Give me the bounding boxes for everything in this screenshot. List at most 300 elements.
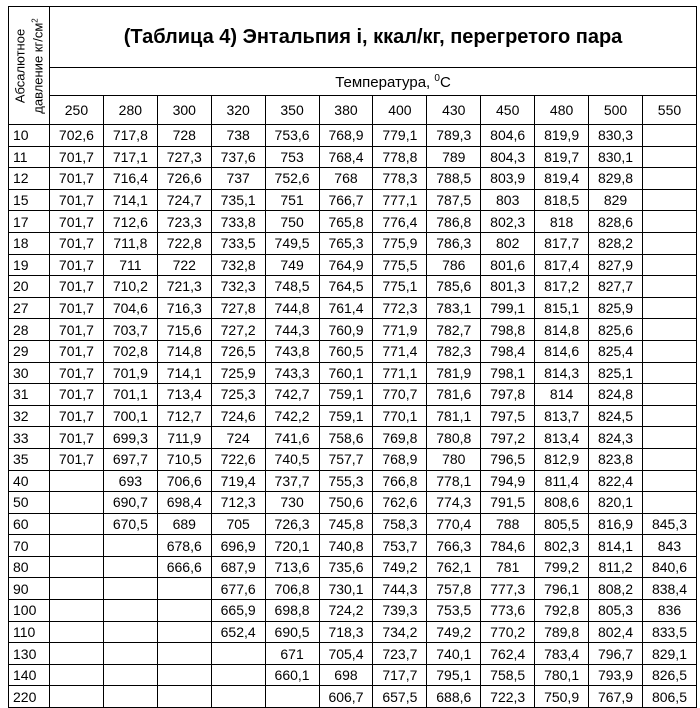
table-row bbox=[9, 211, 697, 233]
temperature-unit: С bbox=[439, 73, 451, 91]
enthalpy-cell: 820,1 bbox=[589, 492, 643, 514]
enthalpy-cell bbox=[642, 319, 696, 341]
enthalpy-cell: 703,7 bbox=[103, 319, 157, 341]
enthalpy-cell bbox=[50, 621, 104, 643]
enthalpy-cell: 824,8 bbox=[589, 384, 643, 406]
enthalpy-cell: 828,6 bbox=[589, 211, 643, 233]
enthalpy-cell: 701,7 bbox=[50, 254, 104, 276]
enthalpy-cell: 781,9 bbox=[427, 362, 481, 384]
enthalpy-cell: 730,1 bbox=[319, 578, 373, 600]
enthalpy-cell bbox=[642, 232, 696, 254]
enthalpy-cell: 775,9 bbox=[373, 232, 427, 254]
enthalpy-cell bbox=[642, 384, 696, 406]
enthalpy-cell bbox=[103, 664, 157, 686]
enthalpy-cell: 740,1 bbox=[427, 643, 481, 665]
enthalpy-cell: 727,3 bbox=[157, 146, 211, 168]
enthalpy-cell bbox=[50, 492, 104, 514]
enthalpy-cell: 702,8 bbox=[103, 340, 157, 362]
enthalpy-cell: 778,8 bbox=[373, 146, 427, 168]
enthalpy-cell: 725,3 bbox=[211, 384, 265, 406]
enthalpy-cell: 706,8 bbox=[265, 578, 319, 600]
enthalpy-cell: 833,5 bbox=[642, 621, 696, 643]
table-row bbox=[9, 384, 697, 406]
pressure-cell: 27 bbox=[9, 297, 50, 319]
enthalpy-cell bbox=[50, 470, 104, 492]
enthalpy-cell: 767,9 bbox=[589, 686, 643, 708]
enthalpy-cell: 825,1 bbox=[589, 362, 643, 384]
enthalpy-cell: 716,3 bbox=[157, 297, 211, 319]
enthalpy-cell: 817,7 bbox=[535, 232, 589, 254]
pressure-cell: 140 bbox=[9, 664, 50, 686]
enthalpy-cell: 773,6 bbox=[481, 600, 535, 622]
enthalpy-cell: 803,9 bbox=[481, 168, 535, 190]
enthalpy-cell: 717,7 bbox=[373, 664, 427, 686]
table-row bbox=[9, 600, 697, 622]
pressure-cell: 35 bbox=[9, 448, 50, 470]
enthalpy-cell: 770,4 bbox=[427, 513, 481, 535]
pressure-cell: 100 bbox=[9, 600, 50, 622]
enthalpy-cell: 777,1 bbox=[373, 189, 427, 211]
enthalpy-cell: 744,3 bbox=[373, 578, 427, 600]
enthalpy-cell: 733,8 bbox=[211, 211, 265, 233]
enthalpy-cell: 712,6 bbox=[103, 211, 157, 233]
pressure-cell: 110 bbox=[9, 621, 50, 643]
enthalpy-cell: 722,6 bbox=[211, 448, 265, 470]
enthalpy-cell: 811,2 bbox=[589, 556, 643, 578]
enthalpy-cell: 735,1 bbox=[211, 189, 265, 211]
enthalpy-cell: 726,6 bbox=[157, 168, 211, 190]
enthalpy-cell bbox=[50, 643, 104, 665]
enthalpy-cell: 690,7 bbox=[103, 492, 157, 514]
enthalpy-cell: 737,6 bbox=[211, 146, 265, 168]
temperature-column-header: 300 bbox=[157, 96, 211, 125]
enthalpy-cell: 828,2 bbox=[589, 232, 643, 254]
enthalpy-cell: 769,8 bbox=[373, 427, 427, 449]
table-row bbox=[9, 664, 697, 686]
enthalpy-cell: 765,8 bbox=[319, 211, 373, 233]
table-row bbox=[9, 189, 697, 211]
enthalpy-cell: 781,6 bbox=[427, 384, 481, 406]
enthalpy-cell: 771,1 bbox=[373, 362, 427, 384]
enthalpy-cell: 826,5 bbox=[642, 664, 696, 686]
enthalpy-cell: 704,6 bbox=[103, 297, 157, 319]
enthalpy-cell: 827,9 bbox=[589, 254, 643, 276]
enthalpy-cell: 712,7 bbox=[157, 405, 211, 427]
enthalpy-cell bbox=[642, 362, 696, 384]
enthalpy-cell: 726,3 bbox=[265, 513, 319, 535]
enthalpy-cell bbox=[157, 621, 211, 643]
enthalpy-cell: 727,8 bbox=[211, 297, 265, 319]
enthalpy-cell: 836 bbox=[642, 600, 696, 622]
enthalpy-cell: 781,1 bbox=[427, 405, 481, 427]
enthalpy-cell: 750,6 bbox=[319, 492, 373, 514]
enthalpy-cell bbox=[642, 340, 696, 362]
enthalpy-cell: 792,8 bbox=[535, 600, 589, 622]
table-row bbox=[9, 448, 697, 470]
pressure-cell: 20 bbox=[9, 276, 50, 298]
enthalpy-cell: 798,8 bbox=[481, 319, 535, 341]
enthalpy-cell: 814,8 bbox=[535, 319, 589, 341]
enthalpy-cell bbox=[103, 621, 157, 643]
enthalpy-cell: 808,2 bbox=[589, 578, 643, 600]
enthalpy-cell: 825,9 bbox=[589, 297, 643, 319]
enthalpy-cell: 768,9 bbox=[373, 448, 427, 470]
enthalpy-cell: 701,7 bbox=[50, 189, 104, 211]
enthalpy-cell: 722,8 bbox=[157, 232, 211, 254]
enthalpy-cell: 701,7 bbox=[50, 168, 104, 190]
enthalpy-cell bbox=[103, 600, 157, 622]
enthalpy-cell: 779,1 bbox=[373, 125, 427, 147]
enthalpy-cell: 796,5 bbox=[481, 448, 535, 470]
enthalpy-cell: 789,8 bbox=[535, 621, 589, 643]
enthalpy-cell: 723,3 bbox=[157, 211, 211, 233]
enthalpy-cell bbox=[157, 664, 211, 686]
enthalpy-cell bbox=[103, 686, 157, 708]
enthalpy-cell: 803 bbox=[481, 189, 535, 211]
enthalpy-cell: 701,7 bbox=[50, 319, 104, 341]
enthalpy-cell: 829,1 bbox=[642, 643, 696, 665]
enthalpy-cell: 794,9 bbox=[481, 470, 535, 492]
enthalpy-cell: 749,5 bbox=[265, 232, 319, 254]
enthalpy-cell: 760,9 bbox=[319, 319, 373, 341]
enthalpy-cell: 758,6 bbox=[319, 427, 373, 449]
enthalpy-cell: 788 bbox=[481, 513, 535, 535]
temperature-column-header: 400 bbox=[373, 96, 427, 125]
table-row bbox=[9, 146, 697, 168]
pressure-cell: 18 bbox=[9, 232, 50, 254]
pressure-cell: 130 bbox=[9, 643, 50, 665]
temperature-column-header: 550 bbox=[642, 96, 696, 125]
enthalpy-cell: 738 bbox=[211, 125, 265, 147]
pressure-cell: 28 bbox=[9, 319, 50, 341]
enthalpy-cell: 734,2 bbox=[373, 621, 427, 643]
enthalpy-cell: 764,9 bbox=[319, 254, 373, 276]
enthalpy-cell: 725,9 bbox=[211, 362, 265, 384]
enthalpy-cell bbox=[642, 297, 696, 319]
enthalpy-cell bbox=[642, 405, 696, 427]
enthalpy-cell: 774,3 bbox=[427, 492, 481, 514]
enthalpy-cell: 701,7 bbox=[50, 297, 104, 319]
enthalpy-cell: 817,2 bbox=[535, 276, 589, 298]
enthalpy-cell: 750,9 bbox=[535, 686, 589, 708]
enthalpy-cell: 818 bbox=[535, 211, 589, 233]
enthalpy-cell: 780,1 bbox=[535, 664, 589, 686]
pressure-cell: 15 bbox=[9, 189, 50, 211]
enthalpy-cell: 701,1 bbox=[103, 384, 157, 406]
enthalpy-cell: 778,1 bbox=[427, 470, 481, 492]
enthalpy-cell: 766,7 bbox=[319, 189, 373, 211]
enthalpy-cell: 705,4 bbox=[319, 643, 373, 665]
enthalpy-cell: 723,7 bbox=[373, 643, 427, 665]
table-row bbox=[9, 362, 697, 384]
table-row bbox=[9, 405, 697, 427]
table-row bbox=[9, 621, 697, 643]
enthalpy-cell: 802,3 bbox=[535, 535, 589, 557]
enthalpy-cell: 770,7 bbox=[373, 384, 427, 406]
table-row bbox=[9, 427, 697, 449]
enthalpy-cell: 840,6 bbox=[642, 556, 696, 578]
enthalpy-cell: 745,8 bbox=[319, 513, 373, 535]
enthalpy-cell: 814,3 bbox=[535, 362, 589, 384]
enthalpy-cell: 660,1 bbox=[265, 664, 319, 686]
enthalpy-cell: 802 bbox=[481, 232, 535, 254]
enthalpy-cell: 688,6 bbox=[427, 686, 481, 708]
enthalpy-cell: 606,7 bbox=[319, 686, 373, 708]
enthalpy-cell: 727,2 bbox=[211, 319, 265, 341]
enthalpy-cell: 786,3 bbox=[427, 232, 481, 254]
enthalpy-cell: 830,1 bbox=[589, 146, 643, 168]
enthalpy-cell bbox=[50, 578, 104, 600]
enthalpy-cell: 845,3 bbox=[642, 513, 696, 535]
enthalpy-cell: 739,3 bbox=[373, 600, 427, 622]
enthalpy-cell: 778,3 bbox=[373, 168, 427, 190]
enthalpy-cell: 817,4 bbox=[535, 254, 589, 276]
enthalpy-cell: 788,5 bbox=[427, 168, 481, 190]
enthalpy-cell: 743,3 bbox=[265, 362, 319, 384]
enthalpy-cell: 814,1 bbox=[589, 535, 643, 557]
enthalpy-cell: 710,2 bbox=[103, 276, 157, 298]
table-row bbox=[9, 578, 697, 600]
enthalpy-cell: 701,7 bbox=[50, 384, 104, 406]
enthalpy-cell: 824,3 bbox=[589, 427, 643, 449]
enthalpy-cell: 768 bbox=[319, 168, 373, 190]
enthalpy-cell: 751 bbox=[265, 189, 319, 211]
enthalpy-cell: 823,8 bbox=[589, 448, 643, 470]
enthalpy-cell: 755,3 bbox=[319, 470, 373, 492]
enthalpy-cell: 818,5 bbox=[535, 189, 589, 211]
enthalpy-cell: 697,7 bbox=[103, 448, 157, 470]
enthalpy-cell bbox=[50, 535, 104, 557]
enthalpy-cell: 798,4 bbox=[481, 340, 535, 362]
enthalpy-cell bbox=[642, 254, 696, 276]
enthalpy-table bbox=[8, 6, 697, 708]
pressure-label-line2: давление кг/см bbox=[30, 22, 46, 114]
enthalpy-cell: 759,1 bbox=[319, 384, 373, 406]
temperature-column-header: 380 bbox=[319, 96, 373, 125]
enthalpy-cell: 825,6 bbox=[589, 319, 643, 341]
enthalpy-cell: 780 bbox=[427, 448, 481, 470]
enthalpy-cell: 714,1 bbox=[103, 189, 157, 211]
enthalpy-cell: 701,7 bbox=[50, 276, 104, 298]
enthalpy-cell: 689 bbox=[157, 513, 211, 535]
enthalpy-cell: 782,3 bbox=[427, 340, 481, 362]
enthalpy-cell: 690,5 bbox=[265, 621, 319, 643]
enthalpy-cell: 808,6 bbox=[535, 492, 589, 514]
enthalpy-cell: 797,5 bbox=[481, 405, 535, 427]
enthalpy-cell: 753,7 bbox=[373, 535, 427, 557]
enthalpy-cell: 741,6 bbox=[265, 427, 319, 449]
enthalpy-cell: 829 bbox=[589, 189, 643, 211]
enthalpy-cell: 761,4 bbox=[319, 297, 373, 319]
enthalpy-cell: 737 bbox=[211, 168, 265, 190]
enthalpy-cell bbox=[50, 664, 104, 686]
enthalpy-cell: 822,4 bbox=[589, 470, 643, 492]
enthalpy-cell: 795,1 bbox=[427, 664, 481, 686]
enthalpy-cell bbox=[642, 492, 696, 514]
enthalpy-cell: 802,3 bbox=[481, 211, 535, 233]
table-row bbox=[9, 340, 697, 362]
pressure-label-sup: 2 bbox=[30, 17, 40, 23]
enthalpy-cell bbox=[157, 686, 211, 708]
enthalpy-cell bbox=[211, 686, 265, 708]
table-row bbox=[9, 319, 697, 341]
table-row bbox=[9, 535, 697, 557]
enthalpy-cell bbox=[50, 513, 104, 535]
enthalpy-cell bbox=[211, 664, 265, 686]
enthalpy-cell: 711,8 bbox=[103, 232, 157, 254]
enthalpy-cell: 801,6 bbox=[481, 254, 535, 276]
enthalpy-cell: 677,6 bbox=[211, 578, 265, 600]
enthalpy-cell: 827,7 bbox=[589, 276, 643, 298]
table-row bbox=[9, 232, 697, 254]
enthalpy-cell: 783,4 bbox=[535, 643, 589, 665]
enthalpy-cell: 813,4 bbox=[535, 427, 589, 449]
enthalpy-cell: 812,9 bbox=[535, 448, 589, 470]
enthalpy-cell: 730 bbox=[265, 492, 319, 514]
enthalpy-cell: 796,1 bbox=[535, 578, 589, 600]
enthalpy-cell: 699,3 bbox=[103, 427, 157, 449]
enthalpy-cell: 678,6 bbox=[157, 535, 211, 557]
enthalpy-cell: 687,9 bbox=[211, 556, 265, 578]
enthalpy-cell: 787,5 bbox=[427, 189, 481, 211]
enthalpy-cell: 666,6 bbox=[157, 556, 211, 578]
temperature-columns-row bbox=[9, 96, 697, 125]
enthalpy-cell: 748,5 bbox=[265, 276, 319, 298]
enthalpy-cell: 783,1 bbox=[427, 297, 481, 319]
enthalpy-cell: 701,7 bbox=[50, 405, 104, 427]
enthalpy-cell: 830,3 bbox=[589, 125, 643, 147]
enthalpy-cell: 717,8 bbox=[103, 125, 157, 147]
enthalpy-cell: 749 bbox=[265, 254, 319, 276]
enthalpy-cell: 698 bbox=[319, 664, 373, 686]
table-row bbox=[9, 686, 697, 708]
enthalpy-cell: 802,4 bbox=[589, 621, 643, 643]
enthalpy-cell: 744,3 bbox=[265, 319, 319, 341]
enthalpy-cell: 770,1 bbox=[373, 405, 427, 427]
enthalpy-cell: 698,8 bbox=[265, 600, 319, 622]
enthalpy-cell bbox=[642, 189, 696, 211]
enthalpy-cell: 706,6 bbox=[157, 470, 211, 492]
enthalpy-cell: 733,5 bbox=[211, 232, 265, 254]
enthalpy-cell: 768,9 bbox=[319, 125, 373, 147]
enthalpy-cell: 700,1 bbox=[103, 405, 157, 427]
table-row bbox=[9, 276, 697, 298]
table-body bbox=[9, 125, 697, 708]
temperature-header bbox=[50, 68, 697, 96]
enthalpy-cell bbox=[642, 168, 696, 190]
enthalpy-cell bbox=[103, 578, 157, 600]
enthalpy-cell bbox=[157, 600, 211, 622]
temperature-column-header: 450 bbox=[481, 96, 535, 125]
temperature-column-header: 430 bbox=[427, 96, 481, 125]
enthalpy-cell: 749,2 bbox=[427, 621, 481, 643]
enthalpy-cell: 714,1 bbox=[157, 362, 211, 384]
pressure-cell: 11 bbox=[9, 146, 50, 168]
table-row bbox=[9, 125, 697, 147]
enthalpy-cell: 770,2 bbox=[481, 621, 535, 643]
enthalpy-cell: 665,9 bbox=[211, 600, 265, 622]
enthalpy-cell: 760,1 bbox=[319, 362, 373, 384]
enthalpy-cell bbox=[642, 470, 696, 492]
enthalpy-cell: 765,3 bbox=[319, 232, 373, 254]
enthalpy-cell bbox=[642, 448, 696, 470]
enthalpy-cell: 843 bbox=[642, 535, 696, 557]
enthalpy-cell bbox=[157, 578, 211, 600]
temperature-column-header: 500 bbox=[589, 96, 643, 125]
enthalpy-cell: 743,8 bbox=[265, 340, 319, 362]
enthalpy-cell: 825,4 bbox=[589, 340, 643, 362]
enthalpy-cell: 718,3 bbox=[319, 621, 373, 643]
pressure-cell: 10 bbox=[9, 125, 50, 147]
enthalpy-cell: 701,7 bbox=[50, 146, 104, 168]
enthalpy-cell: 716,4 bbox=[103, 168, 157, 190]
enthalpy-cell: 732,8 bbox=[211, 254, 265, 276]
enthalpy-cell: 719,4 bbox=[211, 470, 265, 492]
enthalpy-cell: 713,6 bbox=[265, 556, 319, 578]
enthalpy-cell bbox=[103, 535, 157, 557]
enthalpy-cell: 789,3 bbox=[427, 125, 481, 147]
enthalpy-cell: 750 bbox=[265, 211, 319, 233]
enthalpy-cell: 737,7 bbox=[265, 470, 319, 492]
enthalpy-cell: 753,5 bbox=[427, 600, 481, 622]
enthalpy-cell: 715,6 bbox=[157, 319, 211, 341]
enthalpy-cell: 806,5 bbox=[642, 686, 696, 708]
enthalpy-cell: 785,6 bbox=[427, 276, 481, 298]
enthalpy-cell: 797,8 bbox=[481, 384, 535, 406]
temperature-column-header: 250 bbox=[50, 96, 104, 125]
enthalpy-cell: 801,3 bbox=[481, 276, 535, 298]
pressure-cell: 17 bbox=[9, 211, 50, 233]
enthalpy-cell: 696,9 bbox=[211, 535, 265, 557]
enthalpy-cell: 814 bbox=[535, 384, 589, 406]
enthalpy-cell: 819,7 bbox=[535, 146, 589, 168]
enthalpy-cell: 786 bbox=[427, 254, 481, 276]
enthalpy-cell: 724,6 bbox=[211, 405, 265, 427]
temperature-column-header: 350 bbox=[265, 96, 319, 125]
enthalpy-cell: 793,9 bbox=[589, 664, 643, 686]
enthalpy-cell: 671 bbox=[265, 643, 319, 665]
enthalpy-cell: 693 bbox=[103, 470, 157, 492]
enthalpy-cell: 781 bbox=[481, 556, 535, 578]
enthalpy-cell: 758,5 bbox=[481, 664, 535, 686]
table-row bbox=[9, 297, 697, 319]
enthalpy-cell: 701,7 bbox=[50, 211, 104, 233]
enthalpy-cell: 657,5 bbox=[373, 686, 427, 708]
enthalpy-cell: 782,7 bbox=[427, 319, 481, 341]
enthalpy-cell: 777,3 bbox=[481, 578, 535, 600]
enthalpy-cell: 804,3 bbox=[481, 146, 535, 168]
enthalpy-cell bbox=[642, 211, 696, 233]
enthalpy-cell: 701,7 bbox=[50, 232, 104, 254]
enthalpy-cell: 714,8 bbox=[157, 340, 211, 362]
enthalpy-cell: 805,3 bbox=[589, 600, 643, 622]
pressure-label-line1: Абсалютное bbox=[12, 28, 28, 103]
pressure-cell: 80 bbox=[9, 556, 50, 578]
enthalpy-cell: 701,7 bbox=[50, 362, 104, 384]
pressure-cell: 29 bbox=[9, 340, 50, 362]
enthalpy-cell: 780,8 bbox=[427, 427, 481, 449]
pressure-cell: 220 bbox=[9, 686, 50, 708]
enthalpy-cell: 815,1 bbox=[535, 297, 589, 319]
enthalpy-cell bbox=[103, 556, 157, 578]
enthalpy-cell: 744,8 bbox=[265, 297, 319, 319]
enthalpy-cell: 724 bbox=[211, 427, 265, 449]
enthalpy-cell: 722 bbox=[157, 254, 211, 276]
enthalpy-cell: 724,2 bbox=[319, 600, 373, 622]
enthalpy-cell: 735,6 bbox=[319, 556, 373, 578]
table-row bbox=[9, 492, 697, 514]
pressure-cell: 70 bbox=[9, 535, 50, 557]
